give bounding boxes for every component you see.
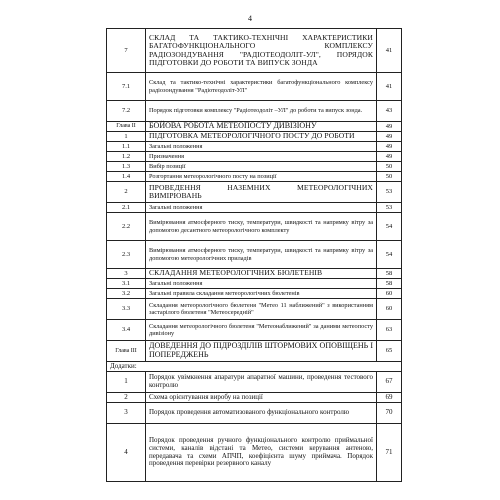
toc-title: Призначення: [146, 152, 377, 162]
toc-title: ПРОВЕДЕННЯ НАЗЕМНИХ МЕТЕОРОЛОГІЧНИХ ВИМІРЮВАНЬ: [146, 182, 377, 203]
toc-row: [107, 213, 402, 241]
toc-number: 2.3: [107, 241, 146, 269]
toc-number: 3.1: [107, 279, 146, 289]
toc-row: [107, 142, 402, 152]
toc-page: 58: [377, 279, 402, 289]
toc-title: ДОВЕДЕННЯ ДО ПІДРОЗДІЛІВ ШТОРМОВИХ ОПОВІЩЕНЬ І ПОПЕРЕДЖЕНЬ: [146, 341, 377, 362]
toc-number: 7: [107, 29, 146, 73]
toc-row: [107, 73, 402, 101]
toc-row: [107, 424, 402, 482]
toc-page: 53: [377, 182, 402, 203]
toc-row: [107, 241, 402, 269]
toc-page: 65: [377, 341, 402, 362]
toc-title: Вимірювання атмосферного тиску, температури, швидкості та напрямку вітру за допомогою метеорологічних приладів: [146, 241, 377, 269]
toc-title: СКЛАДАННЯ МЕТЕОРОЛОГІЧНИХ БЮЛЕТЕНІВ: [146, 269, 377, 279]
toc-number: 3: [107, 403, 146, 424]
toc-row: [107, 299, 402, 320]
toc-page: 49: [377, 132, 402, 142]
toc-title: Порядок підготовки комплексу "Радіотеодоліт –УЛ" до роботи та випуск зонда.: [146, 101, 377, 122]
toc-page: 67: [377, 372, 402, 393]
toc-page: 54: [377, 213, 402, 241]
toc-number: 3.4: [107, 320, 146, 341]
toc-row: [107, 403, 402, 424]
toc-row: [107, 269, 402, 279]
toc-row: [107, 182, 402, 203]
toc-page: 54: [377, 241, 402, 269]
toc-page: 53: [377, 203, 402, 213]
toc-page: 41: [377, 73, 402, 101]
toc-row: [107, 162, 402, 172]
toc-page: 69: [377, 393, 402, 403]
toc-body: [107, 29, 402, 482]
toc-title: Порядок увімкнення апаратури апаратної машини, проведення тестового контролю: [146, 372, 377, 393]
toc-title: Загальні положення: [146, 279, 377, 289]
toc-title: Загальні правила складання метеорологічних бюлетенів: [146, 289, 377, 299]
toc-row: [107, 362, 402, 372]
toc-row: [107, 132, 402, 142]
toc-number: 4: [107, 424, 146, 482]
toc-row: [107, 289, 402, 299]
toc-page: 63: [377, 320, 402, 341]
toc-number: 1: [107, 372, 146, 393]
toc-number: 7.1: [107, 73, 146, 101]
toc-row: [107, 203, 402, 213]
toc-row: [107, 122, 402, 132]
toc-page: 60: [377, 299, 402, 320]
toc-number: 1.4: [107, 172, 146, 182]
toc-number: 1.2: [107, 152, 146, 162]
toc-number: 3.2: [107, 289, 146, 299]
toc-title: Загальні положення: [146, 142, 377, 152]
toc-page: 49: [377, 122, 402, 132]
toc-title: БОЙОВА РОБОТА МЕТЕОПОСТУ ДИВІЗІОНУ: [146, 122, 377, 132]
toc-number: 7.2: [107, 101, 146, 122]
toc-row: [107, 320, 402, 341]
toc-title: Схема орієнтування виробу на позиції: [146, 393, 377, 403]
toc-page: 58: [377, 269, 402, 279]
toc-title: Склад та тактико-технічні характеристики багатофункціонального комплексу радіозондування "Радіотеодоліт-УЛ": [146, 73, 377, 101]
toc-page: 60: [377, 289, 402, 299]
toc-title: Порядок проведення ручного функціонального контролю приймальної системи, каналів відстані та Метео, системи керування антеною, передавача та схеми АПЧП, коефіцієнта шуму приймача. Порядок проведення перевірки резервного каналу: [146, 424, 377, 482]
toc-number: 2.2: [107, 213, 146, 241]
toc-page: 50: [377, 172, 402, 182]
toc-number: 2: [107, 182, 146, 203]
toc-page: 70: [377, 403, 402, 424]
toc-number: 3: [107, 269, 146, 279]
toc-page: 49: [377, 152, 402, 162]
toc-page: 41: [377, 29, 402, 73]
toc-title: ПІДГОТОВКА МЕТЕОРОЛОГІЧНОГО ПОСТУ ДО РОБОТИ: [146, 132, 377, 142]
toc-number: 2: [107, 393, 146, 403]
toc-number: 1.3: [107, 162, 146, 172]
appendix-heading: Додатки:: [107, 362, 402, 372]
table-of-contents: [106, 28, 402, 482]
toc-page: 71: [377, 424, 402, 482]
toc-title: Вибір позиції: [146, 162, 377, 172]
toc-row: [107, 393, 402, 403]
toc-number: 1.1: [107, 142, 146, 152]
toc-title: Вимірювання атмосферного тиску, температури, швидкості та напрямку вітру за допомогою десантного метеорологічного комплекту: [146, 213, 377, 241]
toc-title: Розгортання метеорологічного посту на позиції: [146, 172, 377, 182]
toc-title: Складання метеорологічного бюлетеня "Метео 11 наближений" з використанням застарілого бюлетеня "Метеосередній": [146, 299, 377, 320]
toc-page: 49: [377, 142, 402, 152]
toc-row: [107, 152, 402, 162]
toc-row: [107, 101, 402, 122]
toc-row: [107, 29, 402, 73]
toc-row: [107, 172, 402, 182]
toc-title: Порядок проведення автоматизованого функціонального контролю: [146, 403, 377, 424]
toc-number: Глава ІІ: [107, 122, 146, 132]
page-number: 4: [248, 14, 252, 23]
toc-number: 2.1: [107, 203, 146, 213]
toc-page: 50: [377, 162, 402, 172]
toc-row: [107, 341, 402, 362]
toc-title: Загальні положення: [146, 203, 377, 213]
toc-title: Складання метеорологічного бюлетеня "Метеонаближений" за даними метеопосту дивізіону: [146, 320, 377, 341]
toc-number: 3.3: [107, 299, 146, 320]
toc-row: [107, 372, 402, 393]
toc-number: Глава ІІІ: [107, 341, 146, 362]
toc-title: СКЛАД ТА ТАКТИКО-ТЕХНІЧНІ ХАРАКТЕРИСТИКИ БАГАТОФУНКЦІОНАЛЬНОГО КОМПЛЕКСУ РАДІОЗОНДУВАННЯ "РАДІОТЕОДОЛІТ-УЛ", ПОРЯДОК ПІДГОТОВКИ ДО РОБОТИ ТА ВИПУСК ЗОНДА: [146, 29, 377, 73]
toc-page: 43: [377, 101, 402, 122]
toc-row: [107, 279, 402, 289]
toc-number: 1: [107, 132, 146, 142]
